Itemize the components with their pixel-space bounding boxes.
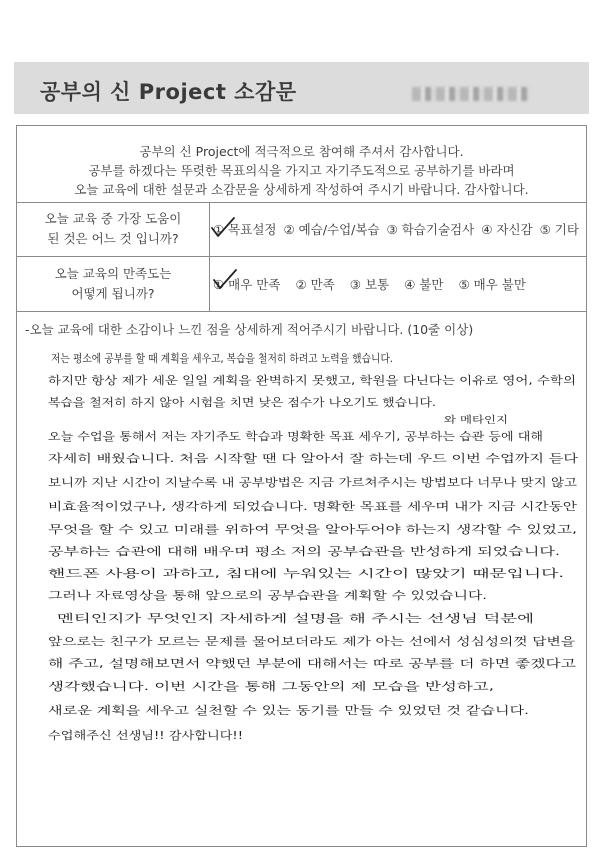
question-1-label [17,202,210,256]
essay-line-14: 해 주고, 설명해보면서 약했던 부분에 대해서는 따로 공부를 더 하면 좋겠다고 [48,657,416,670]
question-1-options [213,202,579,256]
header-bar [14,62,589,114]
question-1-label-line-1: 오늘 교육 중 가장 도움이 [44,211,182,226]
q1-option-4[interactable]: ④ 자신감 [481,222,533,237]
question-2-label [17,256,210,311]
q2-option-1[interactable]: ① 매우 만족 [213,276,281,292]
question-2-label-line-2: 어떻게 됩니까? [71,285,155,301]
question-2-row [17,256,586,312]
q1-option-5[interactable]: ⑤ 기타 [539,222,579,237]
question-2-label-line-1: 오늘 교육의 만족도는 [54,265,172,281]
essay-line-13: 앞으로는 친구가 모르는 문제를 물어보더라도 제가 아는 선에서 성심성의껏 답변을 [48,635,441,648]
q2-option-5[interactable]: ⑤ 매우 불만 [458,276,526,292]
q1-option-1[interactable]: ① 목표설정 [213,222,277,237]
essay-margin-note: 와 메타인지 [444,415,493,426]
essay-line-10: 핸드폰 사용이 과하고, 침대에 누워있는 시간이 많았기 때문입니다. [48,567,367,580]
q2-option-3[interactable]: ③ 보통 [349,276,390,292]
essay-line-7: 비효율적이었구나, 생각하게 되었습니다. 명확한 목표를 세우며 내가 지금 시간동안 [48,500,445,513]
q2-option-2[interactable]: ② 만족 [295,276,335,292]
survey-form [16,125,587,847]
q2-option-4[interactable]: ④ 불만 [404,276,444,292]
page-title: 공부의 신 Project 소감문 [40,80,297,104]
essay-prompt: -오늘 교육에 대한 소감이나 느낀 점을 상세하게 적어주시기 바랍니다. (10줄 이상) [25,322,474,337]
intro-line-1: 공부의 신 Project에 적극적으로 참여해 주셔서 감사합니다. [139,144,464,159]
redacted-name [412,87,530,101]
question-1-row [17,202,586,257]
essay-line-9: 공부하는 습관에 대해 배우며 평소 저의 공부습관을 반성하게 되었습니다. [48,545,399,558]
essay-line-3: 복습을 철저히 하지 않아 시험을 치면 낮은 점수가 나오기도 했습니다. [48,396,381,409]
question-1-label-line-2: 된 것은 어느 것 입니까? [47,231,179,246]
essay-line-6: 보니까 지난 시간이 지날수록 내 공부방법은 지금 가르쳐주시는 방법보다 너무나 맞지 않고 [48,476,480,489]
essay-line-12: 멘티인지가 무엇인지 자세하게 설명을 해 주시는 선생님 덕분에 [57,612,358,625]
essay-line-15: 생각했습니다. 이번 시간을 통해 그동안의 제 모습을 반성하고, [48,680,346,693]
intro-line-3: 오늘 교육에 대한 설문과 소감문을 상세하게 작성하여 주시기 바랍니다. 감사합니다. [74,182,529,197]
essay-line-1: 저는 평소에 공부를 할 때 계획을 세우고, 복습을 철저히 하려고 노력을 했습니다. [51,352,437,365]
essay-line-8: 무엇을 할 수 있고 미래를 위하여 무엇을 알아두어야 하는지 생각할 수 있었고, [48,523,420,536]
q1-option-2[interactable]: ② 예습/수업/복습 [283,222,380,237]
essay-line-4: 오늘 수업을 통해서 저는 자기주도 학습과 명확한 목표 세우기, 공부하는 습관 등에 대해 [48,430,466,443]
essay-line-5: 자세히 배웠습니다. 처음 시작할 땐 다 알아서 잘 하는데 우드 이번 수업까지 듣다 [48,452,434,465]
intro-section [17,126,586,203]
q1-option-3[interactable]: ③ 학습기술검사 [386,222,475,237]
essay-line-2: 하지만 항상 제가 세운 일일 계획을 완벽하지 못했고, 학원을 다닌다는 이유로 영어, 수학의 [48,374,480,387]
intro-line-2: 공부를 하겠다는 뚜렷한 목표의식을 가지고 자기주도적으로 공부하기를 바라며 [88,163,515,178]
question-2-options [213,256,526,311]
essay-line-17: 수업해주신 선생님!! 감사합니다!! [48,729,211,742]
essay-line-11: 그러나 자료영상을 통해 앞으로의 공부습관을 계획할 수 있었습니다. [48,589,374,602]
essay-line-16: 새로운 계획을 세우고 실천할 수 있는 동기를 만들 수 있었던 것 같습니다. [48,704,399,717]
